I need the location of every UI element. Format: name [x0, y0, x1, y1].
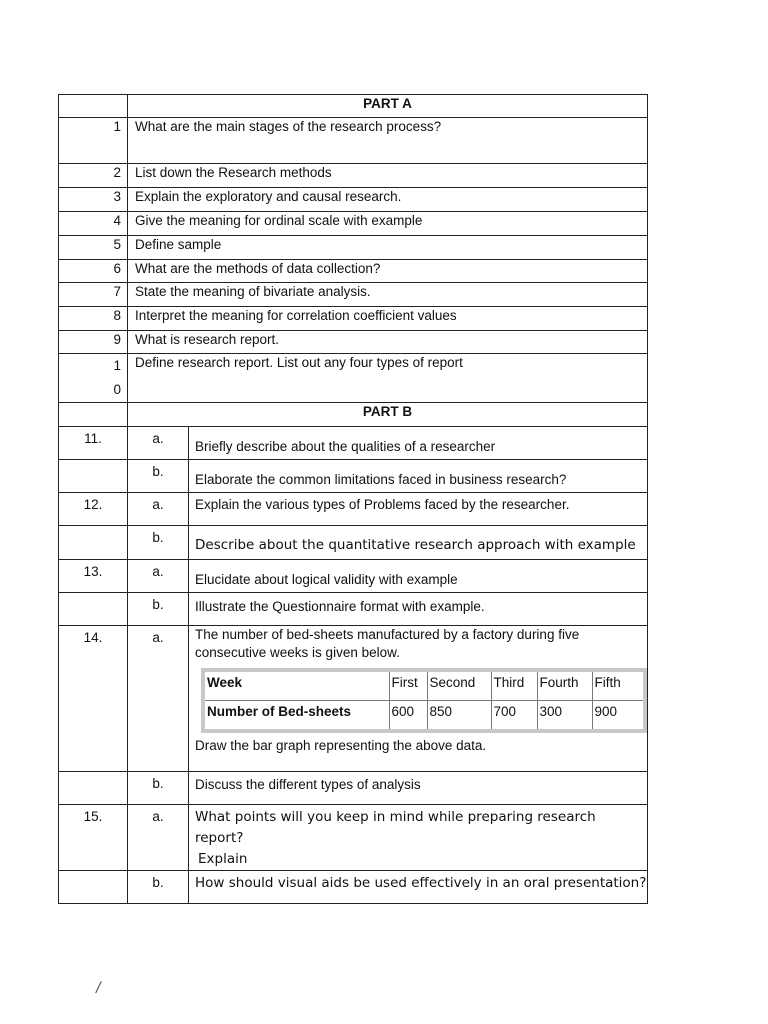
- sub-label: b.: [128, 526, 189, 560]
- blank-cell: [59, 403, 128, 427]
- question-number: 9: [59, 331, 128, 354]
- sub-label: b.: [128, 593, 189, 626]
- blank-cell: [59, 593, 128, 626]
- blank-cell: [59, 871, 128, 904]
- sub-label: a.: [128, 805, 189, 871]
- part-a-heading: PART A: [128, 95, 648, 118]
- table-cell: First: [389, 670, 427, 701]
- blank-cell: [59, 772, 128, 805]
- row-header: Number of Bed-sheets: [203, 701, 389, 732]
- question-text: Elucidate about logical validity with example: [189, 560, 648, 593]
- question-number-line2: 0: [113, 382, 121, 397]
- question-text: Explain the exploratory and causal research.: [128, 188, 648, 212]
- question-number: 2: [59, 164, 128, 188]
- table-cell: Fourth: [537, 670, 592, 701]
- question-text: Illustrate the Questionnaire format with example.: [189, 593, 648, 626]
- sub-label: a.: [128, 493, 189, 526]
- question-text: Give the meaning for ordinal scale with example: [128, 212, 648, 236]
- question-text: Interpret the meaning for correlation coefficient values: [128, 307, 648, 331]
- sub-label: b.: [128, 871, 189, 904]
- question-14a-cell: [189, 626, 648, 772]
- table-cell: 850: [427, 701, 491, 732]
- question-text: Elaborate the common limitations faced in business research?: [189, 460, 648, 493]
- question-text: Discuss the different types of analysis: [189, 772, 648, 805]
- question-text: The number of bed-sheets manufactured by a factory during five consecutive weeks is given below.: [195, 627, 580, 660]
- table-cell: 600: [389, 701, 427, 732]
- question-number: 15.: [59, 805, 128, 871]
- sub-label: a.: [128, 427, 189, 460]
- question-number: 13.: [59, 560, 128, 593]
- question-text: State the meaning of bivariate analysis.: [128, 283, 648, 307]
- table-cell: 700: [491, 701, 537, 732]
- blank-cell: [59, 95, 128, 118]
- question-text: Briefly describe about the qualities of a researcher: [189, 427, 648, 460]
- sub-label: b.: [128, 460, 189, 493]
- question-text: Draw the bar graph representing the above data.: [195, 738, 487, 753]
- question-text: What are the methods of data collection?: [128, 260, 648, 283]
- blank-cell: [59, 460, 128, 493]
- question-number: 5: [59, 236, 128, 260]
- question-text: Define research report. List out any four types of report: [128, 354, 648, 403]
- question-text: [189, 805, 648, 871]
- bedsheet-data-table: [201, 668, 647, 733]
- sub-label: a.: [128, 626, 189, 772]
- question-number: 4: [59, 212, 128, 236]
- question-text: Describe about the quantitative research approach with example: [189, 526, 648, 560]
- table-cell: 900: [592, 701, 645, 732]
- table-cell: 300: [537, 701, 592, 732]
- question-number: 11.: [59, 427, 128, 460]
- question-number: 6: [59, 260, 128, 283]
- table-cell: Fifth: [592, 670, 645, 701]
- question-number-line1: 1: [113, 358, 121, 373]
- question-number: 1: [59, 118, 128, 164]
- blank-cell: [59, 526, 128, 560]
- question-text: List down the Research methods: [128, 164, 648, 188]
- question-table: [58, 94, 648, 904]
- footer-mark: /: [96, 980, 101, 997]
- question-text: How should visual aids be used effectively in an oral presentation?: [189, 871, 648, 904]
- table-cell: Third: [491, 670, 537, 701]
- question-number: 14.: [59, 626, 128, 772]
- question-text: What are the main stages of the research process?: [128, 118, 648, 164]
- table-cell: Second: [427, 670, 491, 701]
- part-b-heading: PART B: [128, 403, 648, 427]
- question-number: 8: [59, 307, 128, 331]
- question-text: Define sample: [128, 236, 648, 260]
- sub-label: b.: [128, 772, 189, 805]
- question-text: Explain the various types of Problems faced by the researcher.: [189, 493, 648, 526]
- question-number: [59, 354, 128, 403]
- question-number: 7: [59, 283, 128, 307]
- question-number: 12.: [59, 493, 128, 526]
- question-text-line2: Explain: [198, 851, 248, 867]
- question-text-line1: What points will you keep in mind while preparing research report?: [195, 809, 596, 846]
- question-text: What is research report.: [128, 331, 648, 354]
- sub-label: a.: [128, 560, 189, 593]
- question-number: 3: [59, 188, 128, 212]
- row-header: Week: [203, 670, 389, 701]
